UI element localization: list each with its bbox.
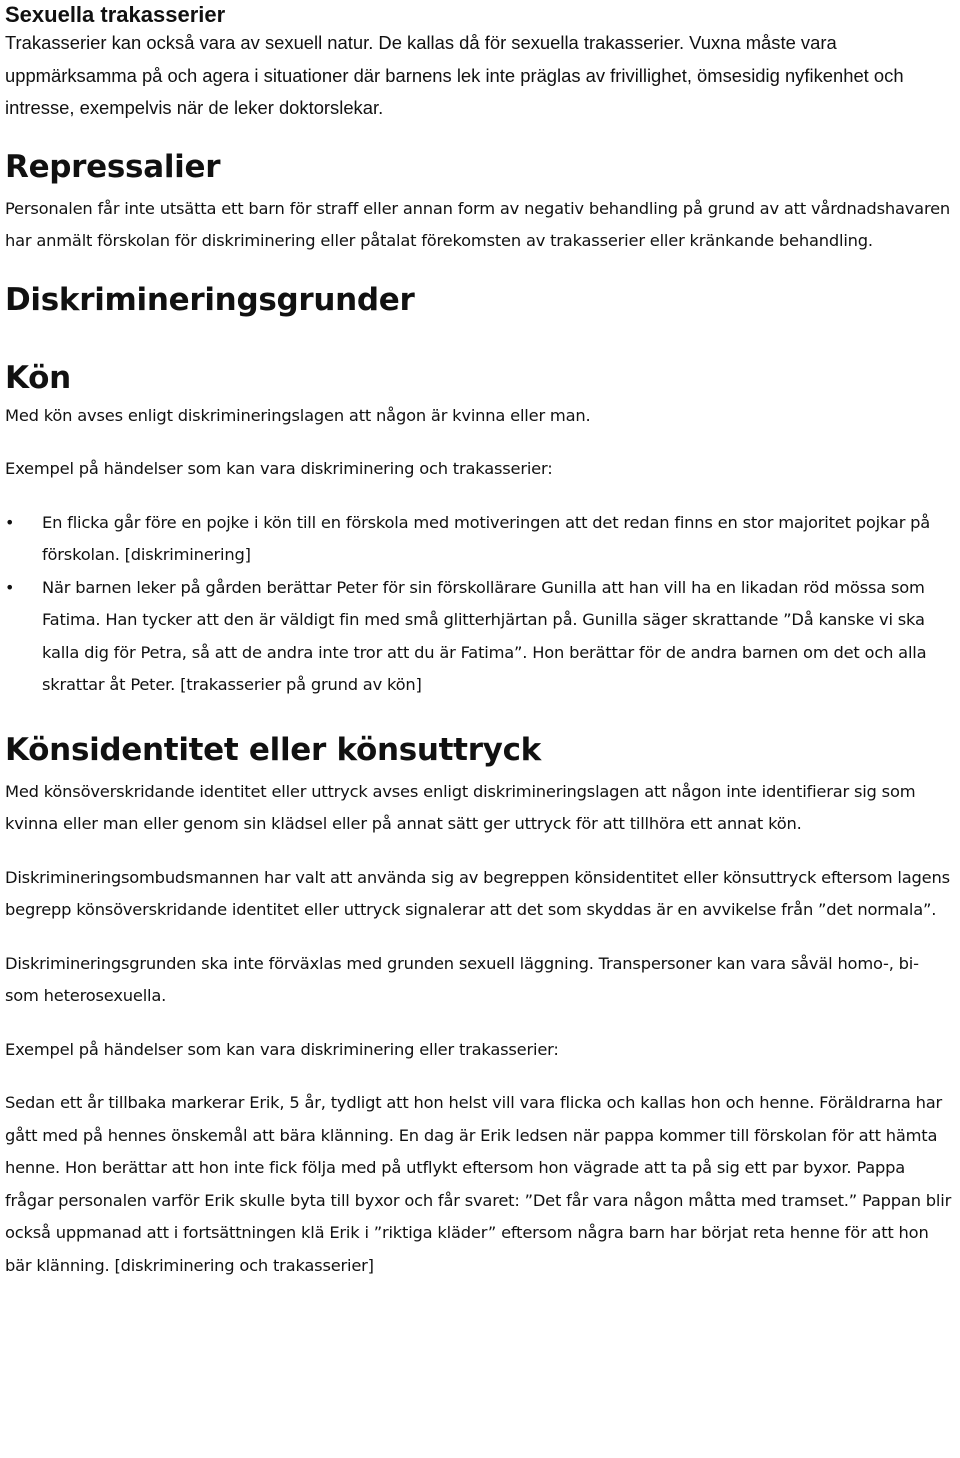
heading-konsidentitet: Könsidentitet eller könsuttryck [5,731,541,768]
paragraph-do-begrepp: Diskrimineringsombudsmannen har valt att använda sig av begreppen könsidentitet eller könsuttryck eftersom lagens begrepp könsöverskridande identitet eller uttryck signalerar att det som skyddas är en avvikelse från ”det normala”. [5,867,950,919]
heading-sexuella-trakasserier: Sexuella trakasserier [5,2,226,27]
example-list [5,507,954,702]
list-item-text: En flicka går före en pojke i kön till en förskola med motiveringen att det redan finns en stor majoritet pojkar på förskolan. [diskriminering] [42,512,931,564]
paragraph-konsidentitet-exempel-intro: Exempel på händelser som kan vara diskriminering eller trakasserier: [5,1039,559,1059]
list-item-text: När barnen leker på gården berättar Peter för sin förskollärare Gunilla att han vill ha en likadan röd mössa som Fatima. Han tycker att den är väldigt fin med små glitterhjärtan på. Gunilla säger skrattande ”Då kanske vi ska kalla dig för Petra, så att de andra inte tror att du är Fatima”. Hon berättar för de andra barnen om det och alla skrattar åt Peter. [trakasserier på grund av kön] [42,577,927,694]
paragraph-repressalier: Personalen får inte utsätta ett barn för straff eller annan form av negativ behandling på grund av att vårdnadshavaren har anmält förskolan för diskriminering eller påtalat förekomsten av trakasserier eller kränkande behandling. [5,198,951,250]
heading-kon: Kön [5,359,71,396]
bullet-icon: • [5,512,15,532]
paragraph-sexuella-trakasserier: Trakasserier kan också vara av sexuell natur. De kallas då för sexuella trakasserier. Vuxna måste vara uppmärksamma på och agera i situationer där barnens lek inte präglas av frivillighet, ömsesidig nyfikenhet och intresse, exempelvis när de leker doktorslekar. [5,32,904,118]
paragraph-sexuell-laggning: Diskrimineringsgrunden ska inte förväxlas med grunden sexuell läggning. Transpersoner kan vara såväl homo-, bi- som heterosexuella. [5,953,919,1005]
paragraph-konsidentitet-definition: Med könsöverskridande identitet eller uttryck avses enligt diskrimineringslagen att någon inte identifierar sig som kvinna eller man eller genom sin klädsel eller på annat sätt ger uttryck för att tillhöra ett annat kön. [5,781,916,833]
heading-diskrimineringsgrunder: Diskrimineringsgrunder [5,281,415,318]
bullet-icon: • [5,577,15,597]
heading-repressalier: Repressalier [5,148,221,185]
paragraph-kon-exempel-intro: Exempel på händelser som kan vara diskriminering och trakasserier: [5,459,553,478]
paragraph-erik-exempel: Sedan ett år tillbaka markerar Erik, 5 år, tydligt att hon helst vill vara flicka och kallas hon och henne. Föräldrarna har gått med på hennes önskemål att bära klänning. En dag är Erik ledsen när pappa kommer till förskolan för att hämta henne. Hon berättar att hon inte fick följa med på utflykt eftersom hon vägrade att ta på sig ett par byxor. Pappa frågar personalen varför Erik skulle byta till byxor och får svaret: ”Det får vara någon måtta med tramset.” Pappan blir också uppmanad att i fortsättningen klä Erik i ”riktiga kläder” eftersom några barn har börjat reta henne för att hon bär klänning. [diskriminering och trakasserier] [5,1093,952,1275]
list-item [5,572,954,702]
paragraph-kon-definition: Med kön avses enligt diskrimineringslagen att någon är kvinna eller man. [5,405,591,425]
list-item [5,507,954,572]
